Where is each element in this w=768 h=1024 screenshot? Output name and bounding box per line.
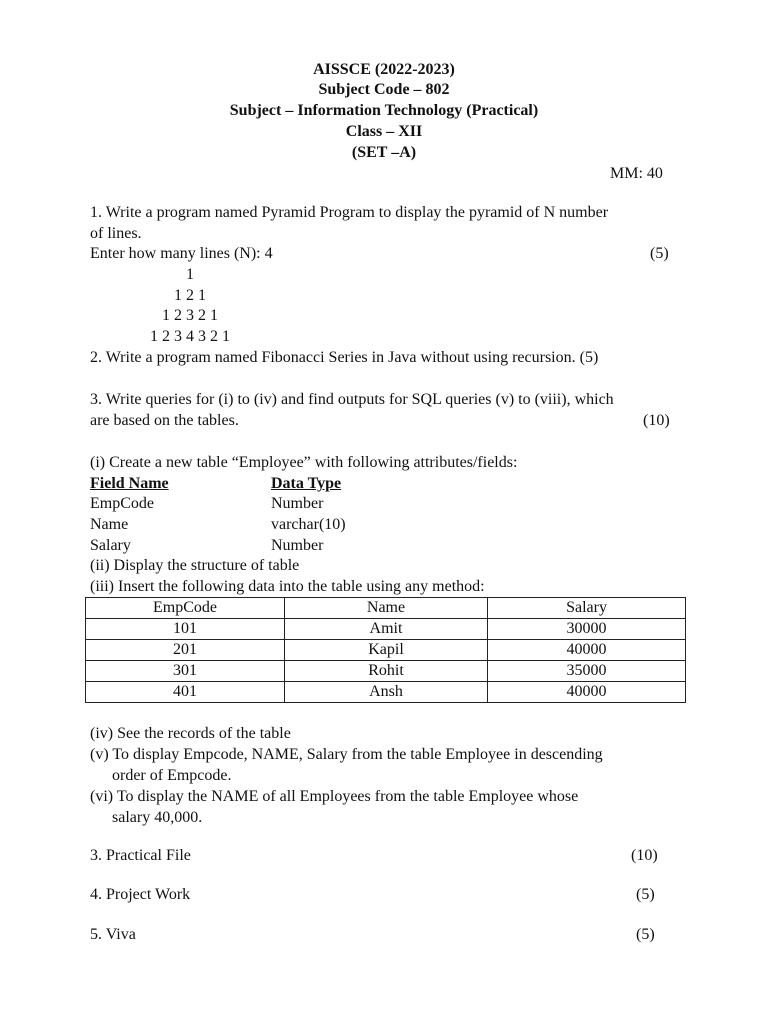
- table-cell-empcode: 401: [86, 682, 285, 703]
- field-type-name: varchar(10): [271, 516, 346, 533]
- table-cell-name: Rohit: [285, 661, 488, 682]
- practical-file-marks: (10): [631, 847, 658, 864]
- q1-text-line2: of lines.: [90, 225, 142, 242]
- data-type-header: Data Type: [271, 475, 342, 492]
- project-work-label: 4. Project Work: [90, 886, 191, 903]
- q3-part-v-line1: (v) To display Empcode, NAME, Salary from the table Employee in descending: [90, 746, 603, 763]
- table-cell-name: Ansh: [285, 682, 488, 703]
- table-cell-salary: 40000: [488, 640, 686, 661]
- q3-part-i: (i) Create a new table “Employee” with following attributes/fields:: [90, 454, 518, 471]
- project-work-marks: (5): [636, 886, 655, 903]
- q1-marks: (5): [650, 245, 669, 262]
- q3-text-line2: are based on the tables.: [90, 412, 239, 429]
- viva-marks: (5): [636, 926, 655, 943]
- class-label: Class – XII: [345, 123, 423, 140]
- q1-input-prompt: Enter how many lines (N): 4: [90, 245, 273, 262]
- table-row: [86, 619, 686, 640]
- table-cell-name: Amit: [285, 619, 488, 640]
- exam-title: AISSCE (2022-2023): [313, 61, 455, 78]
- q1-text-line1: 1. Write a program named Pyramid Program to display the pyramid of N number: [90, 204, 609, 221]
- table-header-row: [86, 598, 686, 619]
- table-cell-salary: 40000: [488, 682, 686, 703]
- q3-part-iii: (iii) Insert the following data into the table using any method:: [90, 578, 485, 595]
- field-name-empcode: EmpCode: [90, 495, 154, 512]
- table-cell-empcode: 301: [86, 661, 285, 682]
- field-name-header: Field Name: [90, 475, 169, 492]
- q3-part-vi-line2: salary 40,000.: [112, 809, 203, 826]
- table-row: [86, 661, 686, 682]
- field-type-salary: Number: [271, 537, 324, 554]
- practical-file-label: 3. Practical File: [90, 847, 191, 864]
- field-name-name: Name: [90, 516, 129, 533]
- table-cell-empcode: 201: [86, 640, 285, 661]
- table-header-name: Name: [285, 598, 488, 619]
- q2-text: 2. Write a program named Fibonacci Series in Java without using recursion. (5): [90, 349, 599, 366]
- employee-table: [85, 597, 686, 703]
- field-name-salary: Salary: [90, 537, 131, 554]
- pyramid-row-3: 1 2 3 2 1: [162, 307, 218, 324]
- table-cell-salary: 30000: [488, 619, 686, 640]
- table-cell-salary: 35000: [488, 661, 686, 682]
- q3-part-v-line2: order of Empcode.: [112, 767, 232, 784]
- q3-marks: (10): [643, 412, 670, 429]
- viva-label: 5. Viva: [90, 926, 136, 943]
- table-header-salary: Salary: [488, 598, 686, 619]
- pyramid-row-4: 1 2 3 4 3 2 1: [150, 328, 230, 345]
- pyramid-row-1: 1: [186, 266, 194, 283]
- table-row: [86, 640, 686, 661]
- set-label: (SET –A): [351, 144, 417, 161]
- max-marks: MM: 40: [610, 165, 663, 182]
- table-cell-name: Kapil: [285, 640, 488, 661]
- q3-text-line1: 3. Write queries for (i) to (iv) and find outputs for SQL queries (v) to (viii), which: [90, 391, 614, 408]
- pyramid-row-2: 1 2 1: [174, 287, 206, 304]
- table-header-empcode: EmpCode: [86, 598, 285, 619]
- table-row: [86, 682, 686, 703]
- q3-part-iv: (iv) See the records of the table: [90, 725, 291, 742]
- q3-part-vi-line1: (vi) To display the NAME of all Employees from the table Employee whose: [90, 788, 579, 805]
- subject-name: Subject – Information Technology (Practical): [229, 102, 539, 119]
- q3-part-ii: (ii) Display the structure of table: [90, 557, 300, 574]
- field-type-empcode: Number: [271, 495, 324, 512]
- subject-code: Subject Code – 802: [318, 81, 450, 98]
- table-cell-empcode: 101: [86, 619, 285, 640]
